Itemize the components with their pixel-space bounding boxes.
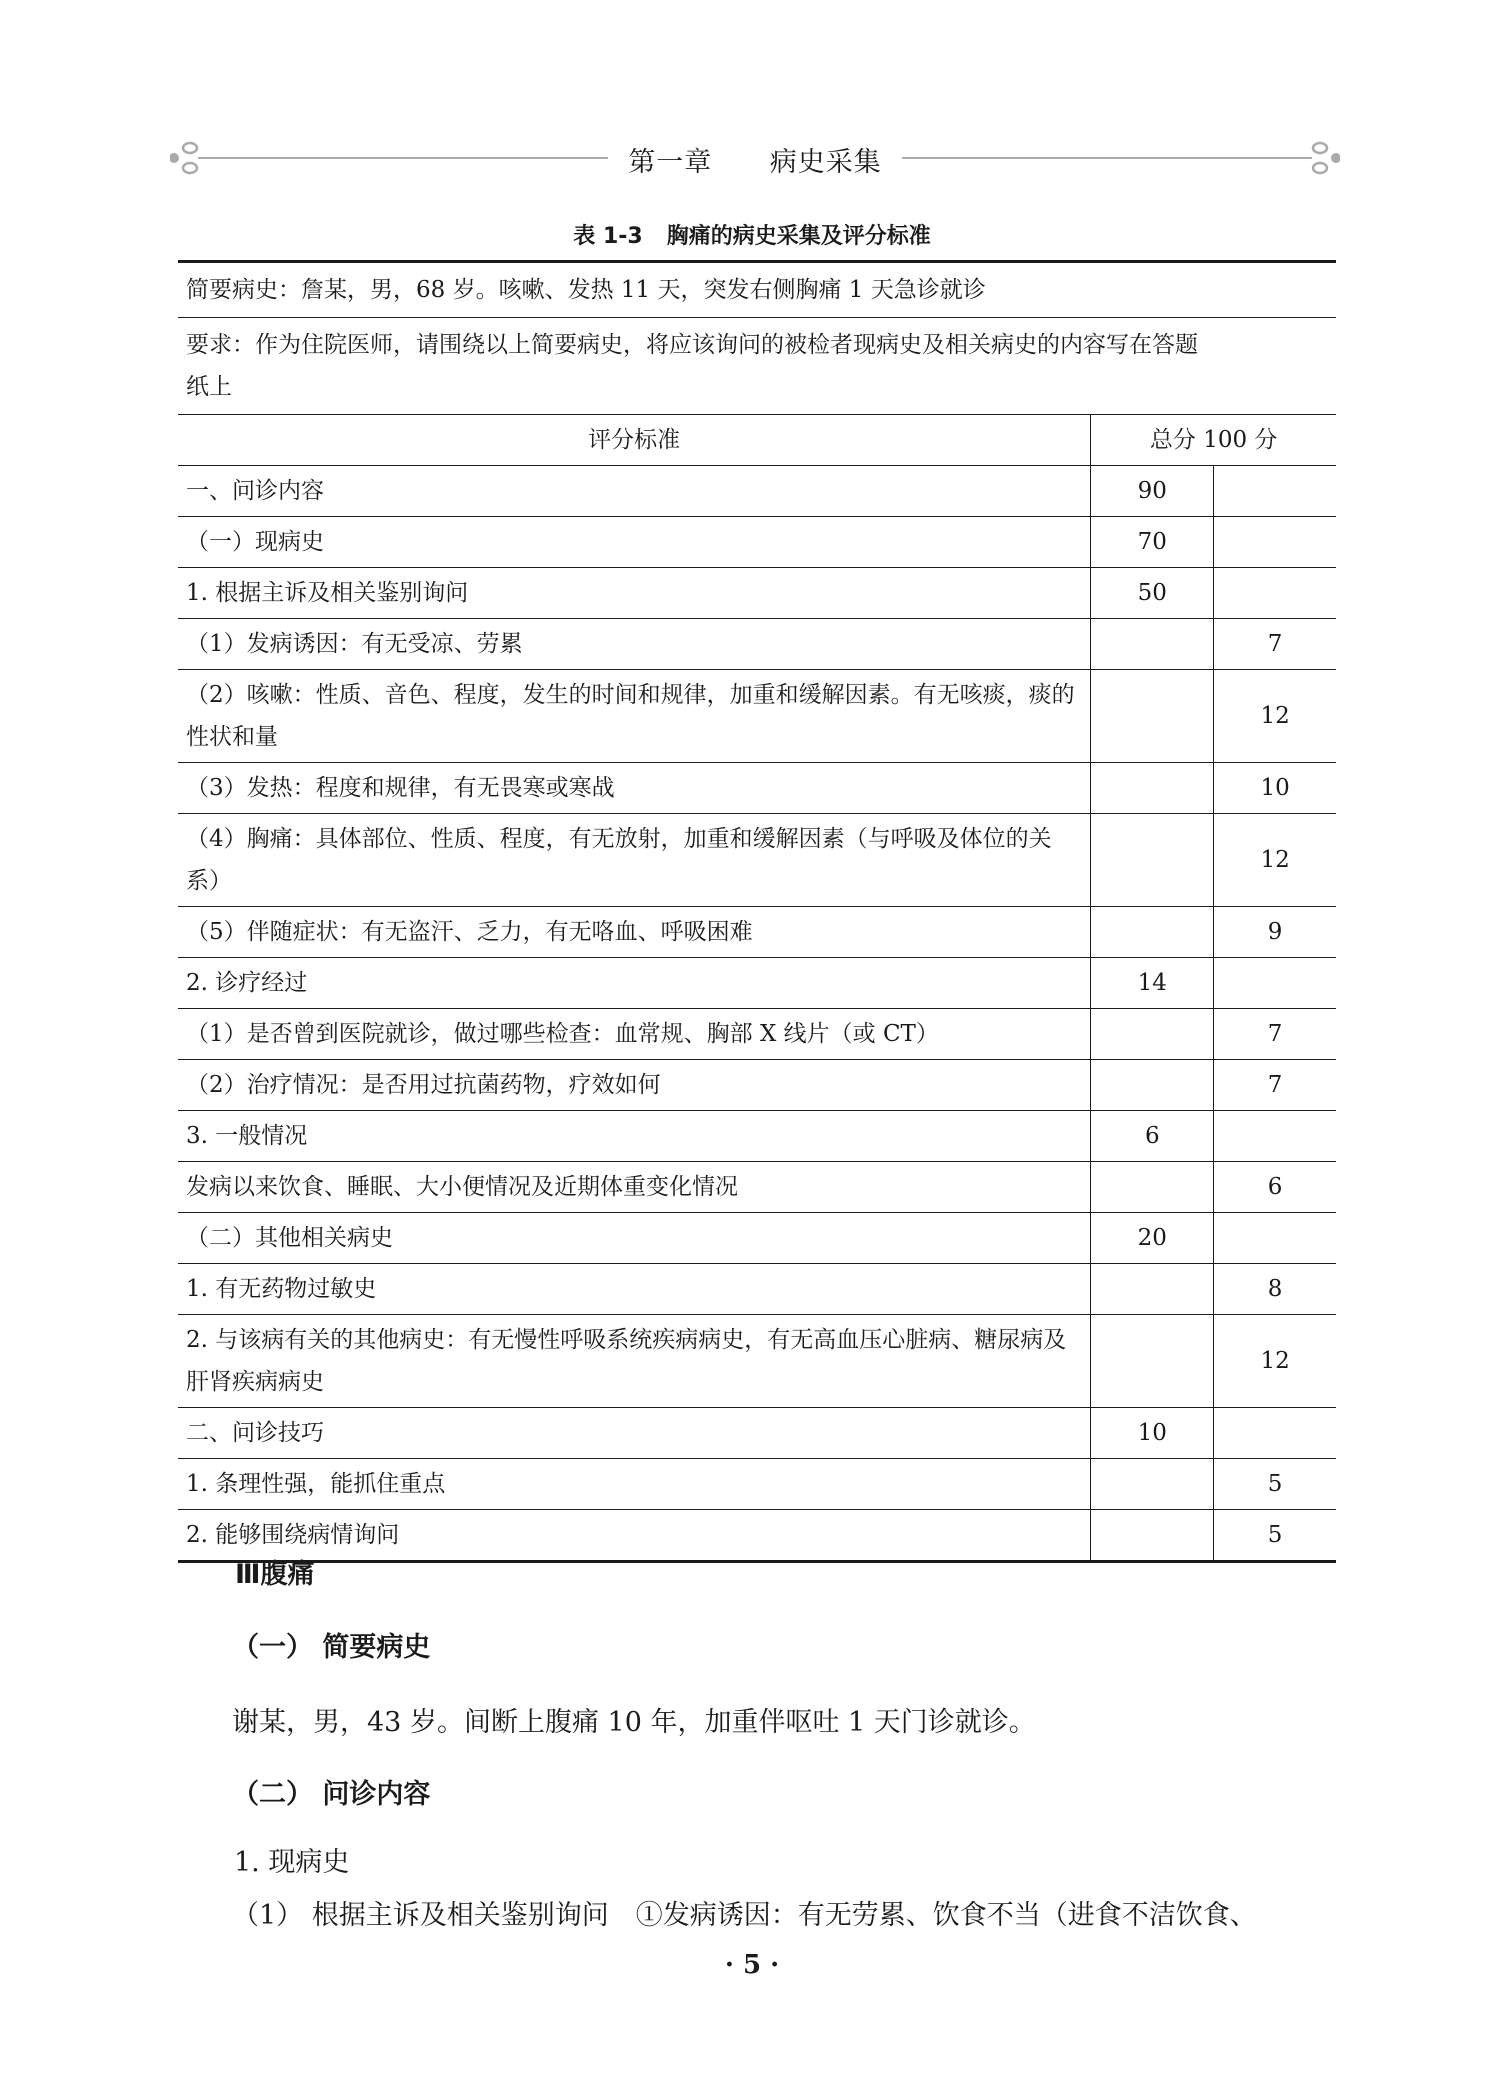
row-subtotal	[1091, 619, 1214, 670]
row-criteria: （二）其他相关病史	[178, 1213, 1091, 1264]
row-points: 7	[1214, 619, 1336, 670]
chapter-title	[170, 140, 1340, 179]
row-subtotal: 70	[1091, 517, 1214, 568]
row-points	[1214, 1213, 1336, 1264]
row-subtotal	[1091, 763, 1214, 814]
history-text: 谢某，男，43 岁。间断上腹痛 10 年，加重伴呕吐 1 天门诊就诊。	[232, 1707, 1036, 1738]
table-row	[178, 1162, 1336, 1213]
row-criteria: （3）发热：程度和规律，有无畏寒或寒战	[178, 763, 1091, 814]
row-subtotal: 14	[1091, 958, 1214, 1009]
row-criteria: 2. 与该病有关的其他病史：有无慢性呼吸系统疾病病史，有无高血压心脏病、糖尿病及肝肾疾病病史	[178, 1315, 1091, 1408]
row-subtotal	[1091, 814, 1214, 907]
row-points: 9	[1214, 907, 1336, 958]
header-total: 总分 100 分	[1091, 415, 1336, 466]
row-criteria: （5）伴随症状：有无盗汗、乏力，有无咯血、呼吸困难	[178, 907, 1091, 958]
table-row	[178, 517, 1336, 568]
brief-history: 简要病史：詹某，男，68 岁。咳嗽、发热 11 天，突发右侧胸痛 1 天急诊就诊	[186, 277, 986, 303]
row-subtotal: 6	[1091, 1111, 1214, 1162]
table-row	[178, 1060, 1336, 1111]
subsection-history-heading: （一） 简要病史	[232, 1632, 431, 1663]
table-row	[178, 1510, 1336, 1562]
row-subtotal: 50	[1091, 568, 1214, 619]
table-row	[178, 1009, 1336, 1060]
row-points: 5	[1214, 1459, 1336, 1510]
row-subtotal	[1091, 1162, 1214, 1213]
table-row	[178, 1459, 1336, 1510]
row-points	[1214, 1111, 1336, 1162]
row-criteria: 1. 条理性强，能抓住重点	[178, 1459, 1091, 1510]
chapter-number: 第一章	[618, 147, 722, 178]
brief-history-row	[178, 262, 1336, 318]
table-number: 表 1-3	[573, 224, 643, 249]
inquiry-item-1: （1） 根据主诉及相关鉴别询问 ①发病诱因：有无劳累、饮食不当（进食不洁饮食、	[232, 1900, 1257, 1931]
table-row	[178, 1315, 1336, 1408]
table-row	[178, 907, 1336, 958]
row-points: 12	[1214, 1315, 1336, 1408]
row-subtotal	[1091, 907, 1214, 958]
row-criteria: 1. 根据主诉及相关鉴别询问	[178, 568, 1091, 619]
row-subtotal	[1091, 1060, 1214, 1111]
row-subtotal: 10	[1091, 1408, 1214, 1459]
row-criteria: （1）发病诱因：有无受凉、劳累	[178, 619, 1091, 670]
row-criteria: （2）治疗情况：是否用过抗菌药物，疗效如何	[178, 1060, 1091, 1111]
row-criteria: 1. 有无药物过敏史	[178, 1264, 1091, 1315]
row-points: 6	[1214, 1162, 1336, 1213]
row-criteria: （4）胸痛：具体部位、性质、程度，有无放射，加重和缓解因素（与呼吸及体位的关系）	[178, 814, 1091, 907]
table-row	[178, 619, 1336, 670]
table-row	[178, 1111, 1336, 1162]
table-row	[178, 670, 1336, 763]
table-title: 胸痛的病史采集及评分标准	[666, 224, 931, 249]
row-points: 12	[1214, 670, 1336, 763]
row-criteria: 2. 能够围绕病情询问	[178, 1510, 1091, 1562]
row-subtotal: 20	[1091, 1213, 1214, 1264]
row-criteria: 二、问诊技巧	[178, 1408, 1091, 1459]
row-points	[1214, 1408, 1336, 1459]
row-criteria: 发病以来饮食、睡眠、大小便情况及近期体重变化情况	[178, 1162, 1091, 1213]
table-row	[178, 1264, 1336, 1315]
table-row	[178, 958, 1336, 1009]
table-row	[178, 1408, 1336, 1459]
row-points	[1214, 568, 1336, 619]
chapter-header	[170, 136, 1340, 182]
present-history-item: 1. 现病史	[234, 1847, 350, 1878]
row-criteria: 2. 诊疗经过	[178, 958, 1091, 1009]
scoring-table	[178, 260, 1336, 1563]
row-points	[1214, 958, 1336, 1009]
subsection-inquiry-heading: （二） 问诊内容	[232, 1779, 431, 1810]
requirement	[178, 318, 1336, 415]
row-subtotal	[1091, 670, 1214, 763]
row-criteria: （一）现病史	[178, 517, 1091, 568]
table-row	[178, 466, 1336, 517]
requirement-line-1: 要求：作为住院医师，请围绕以上简要病史，将应该询问的被检者现病史及相关病史的内容写在答题	[186, 332, 1198, 358]
row-points: 5	[1214, 1510, 1336, 1562]
page-number: · 5 ·	[724, 1950, 780, 1980]
row-subtotal	[1091, 1459, 1214, 1510]
row-criteria: （2）咳嗽：性质、音色、程度，发生的时间和规律，加重和缓解因素。有无咳痰，痰的性状和量	[178, 670, 1091, 763]
row-subtotal: 90	[1091, 466, 1214, 517]
table-row	[178, 1213, 1336, 1264]
row-points: 7	[1214, 1060, 1336, 1111]
table-row	[178, 568, 1336, 619]
table-row	[178, 763, 1336, 814]
row-subtotal	[1091, 1264, 1214, 1315]
table-row	[178, 814, 1336, 907]
header-criteria: 评分标准	[178, 415, 1091, 466]
row-points: 10	[1214, 763, 1336, 814]
row-points: 12	[1214, 814, 1336, 907]
row-criteria: 一、问诊内容	[178, 466, 1091, 517]
row-subtotal	[1091, 1009, 1214, 1060]
requirement-line-2: 纸上	[186, 374, 232, 400]
chapter-name: 病史采集	[760, 147, 892, 178]
row-subtotal	[1091, 1510, 1214, 1562]
row-points: 7	[1214, 1009, 1336, 1060]
table-header-row	[178, 415, 1336, 466]
section-heading: Ⅲ腹痛	[235, 1559, 315, 1590]
row-criteria: 3. 一般情况	[178, 1111, 1091, 1162]
row-points	[1214, 517, 1336, 568]
row-subtotal	[1091, 1315, 1214, 1408]
row-criteria: （1）是否曾到医院就诊，做过哪些检查：血常规、胸部 X 线片（或 CT）	[178, 1009, 1091, 1060]
requirement-row	[178, 318, 1336, 415]
row-points: 8	[1214, 1264, 1336, 1315]
table-caption	[0, 219, 1504, 250]
row-points	[1214, 466, 1336, 517]
